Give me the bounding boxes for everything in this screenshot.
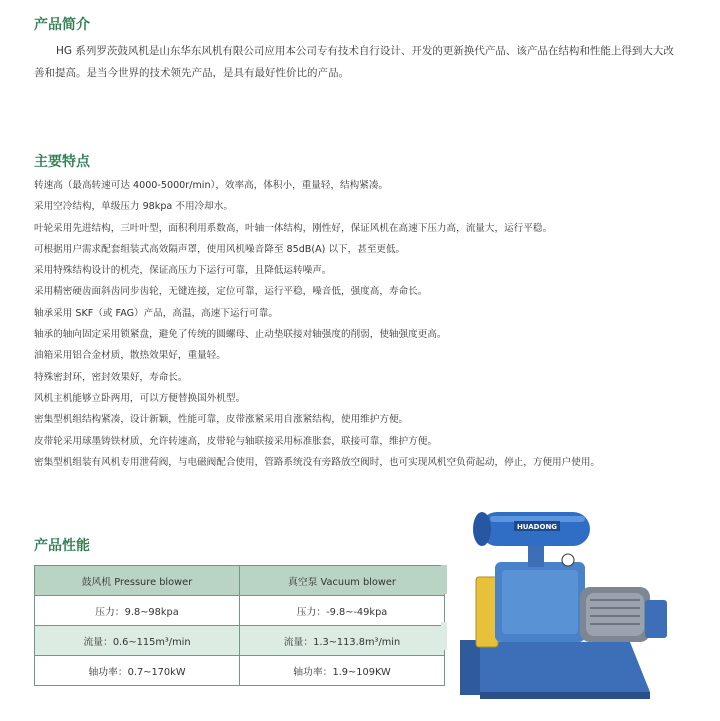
intro-heading: 产品简介 [34, 17, 90, 33]
features-heading: 主要特点 [34, 154, 90, 170]
table-row [35, 656, 445, 686]
feature-item: 采用特殊结构设计的机壳，保证高压力下运行可靠，且降低运转噪声。 [34, 265, 332, 277]
image-logo-text: HUADONG [516, 523, 558, 531]
roots-blower-product-image [440, 492, 690, 707]
table-row [35, 626, 445, 656]
table-cell: 轴功率：0.7~170kW [35, 656, 240, 686]
feature-item: 特殊密封环，密封效果好，寿命长。 [34, 371, 188, 383]
feature-item: 采用空冷结构，单级压力 98kpa 不用冷却水。 [34, 201, 233, 213]
table-cell: 压力：9.8~98kpa [35, 596, 240, 626]
table-header-row [35, 566, 445, 596]
feature-item: 风机主机能够立卧两用，可以方便替换国外机型。 [34, 392, 246, 404]
performance-table [34, 565, 445, 686]
table-cell: 流量：0.6~115m³/min [35, 626, 240, 656]
vacuum-blower-header: 真空泵 Vacuum blower [240, 566, 445, 596]
feature-item: 轴承采用 SKF（或 FAG）产品，高温，高速下运行可靠。 [34, 307, 278, 319]
table-row [35, 596, 445, 626]
performance-heading: 产品性能 [34, 538, 90, 554]
feature-item: 油箱采用铝合金材质，散热效果好，重量轻。 [34, 350, 226, 362]
features-list [34, 175, 600, 473]
feature-item: 可根据用户需求配套组装式高效隔声罩，使用风机噪音降至 85dB(A) 以下，甚至更低。 [34, 243, 406, 255]
table-cell: 压力：-9.8~-49kpa [240, 596, 445, 626]
table-cell: 流量：1.3~113.8m³/min [240, 626, 445, 656]
feature-item: 皮带轮采用球墨铸铁材质，允许转速高，皮带轮与轴联接采用标准胀套，联接可靠，维护方便。 [34, 435, 437, 447]
feature-item: 轴承的轴向固定采用锁紧盘，避免了传统的圆螺母、止动垫联接对轴强度的削弱，使轴强度更高。 [34, 329, 447, 341]
feature-item: 转速高（最高转速可达 4000-5000r/min），效率高，体积小，重量轻，结构紧凑。 [34, 180, 389, 191]
pressure-blower-header: 鼓风机 Pressure blower [35, 566, 240, 596]
feature-item: 密集型机组结构紧凑，设计新颖，性能可靠，皮带涨紧采用自涨紧结构，使用维护方便。 [34, 414, 409, 426]
feature-item: 叶轮采用先进结构，三叶叶型，面积利用系数高，叶轴一体结构，刚性好，保证风机在高速下压力高，流量大，运行平稳。 [34, 222, 553, 234]
table-cell: 轴功率：1.9~109KW [240, 656, 445, 686]
intro-paragraph: HG 系列罗茨鼓风机是山东华东风机有限公司应用本公司专有技术自行设计、开发的更新换代产品、该产品在结构和性能上得到大大改善和提高。是当今世界的技术领先产品，是具有最好性价比的产品。 [34, 45, 674, 79]
feature-item: 密集型机组装有风机专用泄荷阀，与电磁阀配合使用，管路系统没有旁路放空阀时，也可实现风机空负荷起动，停止，方便用户使用。 [34, 456, 601, 468]
feature-item: 采用精密硬齿面斜齿同步齿轮，无键连接，定位可靠，运行平稳，噪音低，强度高，寿命长。 [34, 286, 428, 298]
